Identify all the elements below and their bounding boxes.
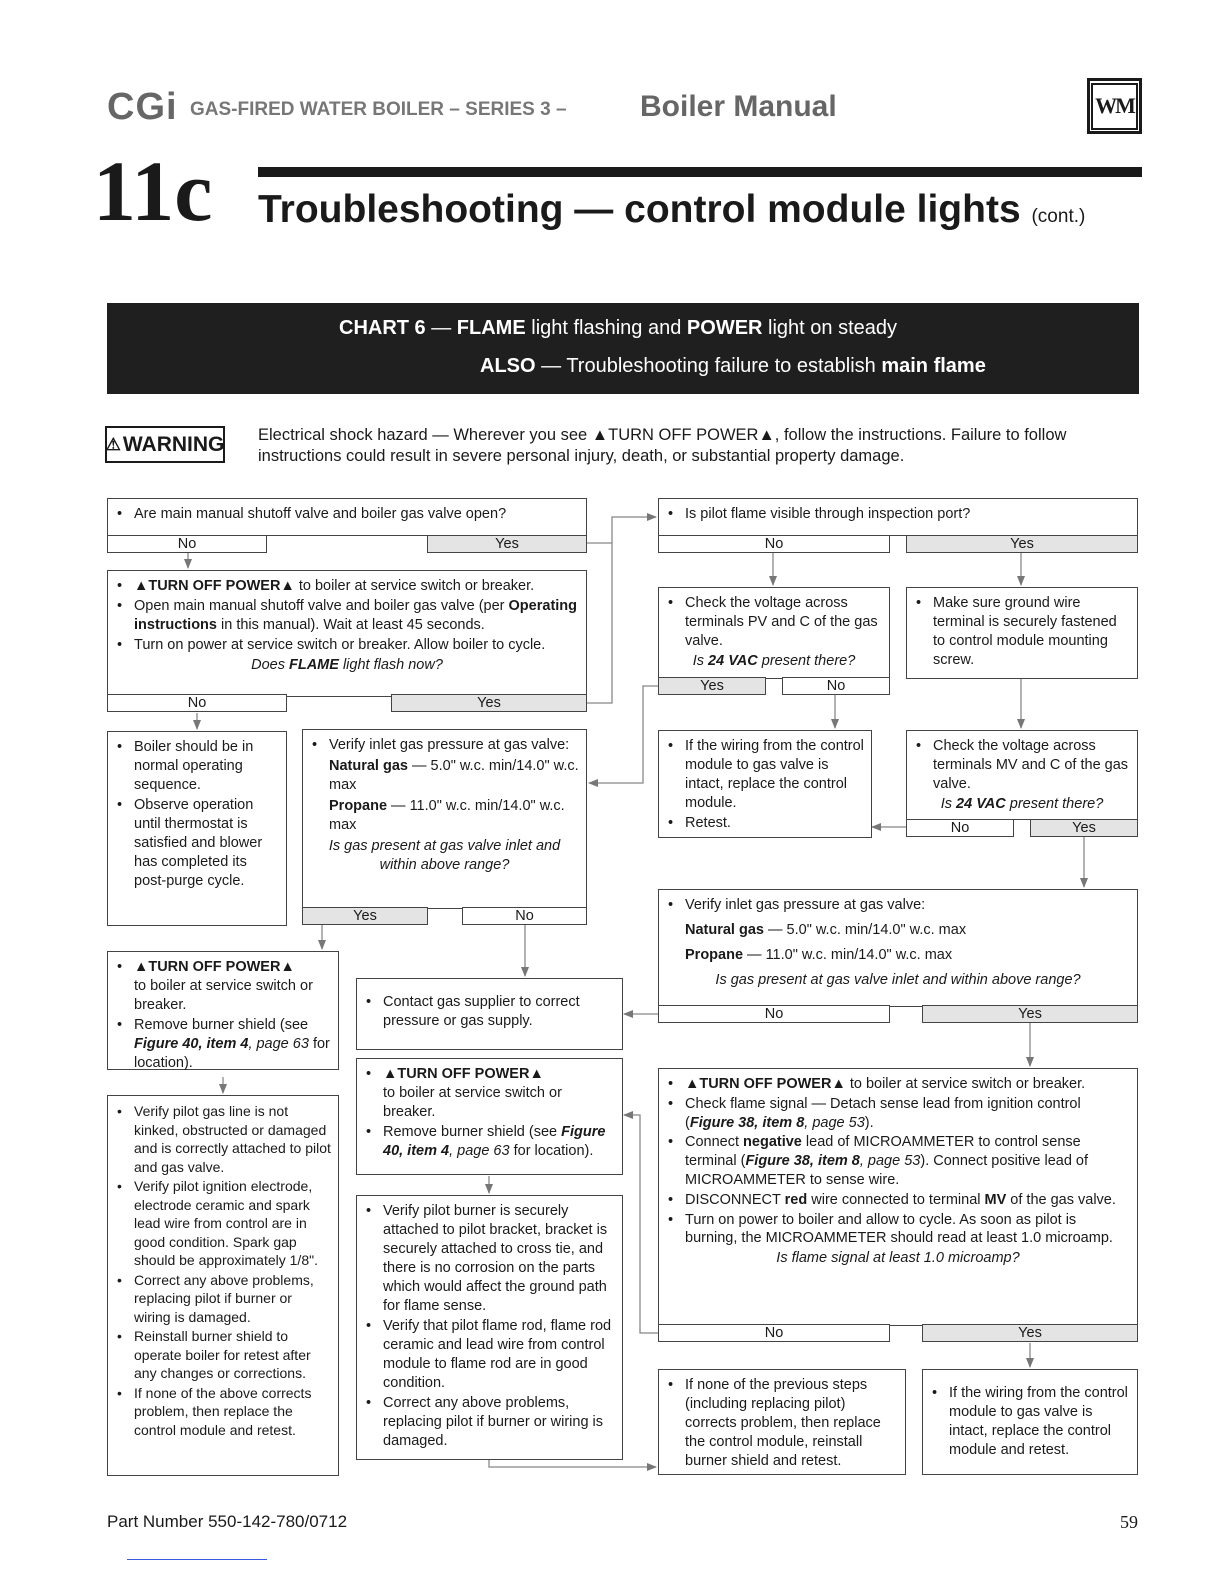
box-verify-inlet-pressure-2: [658, 889, 1138, 1007]
header-subtitle: GAS-FIRED WATER BOILER – SERIES 3 –: [190, 99, 567, 120]
step-none-previous: • If none of the previous steps (including replacing pilot) corrects problem, then replace the control module, reinstall burner shield and retest.: [685, 1376, 899, 1471]
box-verify-pilot-burner: [356, 1195, 623, 1460]
box-replace-module-1: [658, 730, 872, 838]
answer-no: No: [658, 535, 890, 553]
box-turn-off-remove-shield-1: [107, 951, 339, 1070]
box-check-mv-voltage: [906, 730, 1138, 820]
box-turn-off-power-open-valve: [107, 570, 587, 697]
warning-triangle-icon: ⚠: [105, 434, 121, 454]
step-remove-shield: • Remove burner shield (see Figure 40, item 4, page 63 for location).: [134, 1016, 332, 1073]
question-gas-present: Is gas present at gas valve inlet and within above range?: [715, 972, 1081, 988]
answer-yes: Yes: [1030, 819, 1138, 837]
box-pilot-flame-question: [658, 498, 1138, 536]
step-ground-wire: • Make sure ground wire terminal is securely fastened to control module mounting screw.: [933, 594, 1131, 670]
answer-yes: Yes: [427, 535, 587, 553]
part-number: Part Number 550-142-780/0712: [107, 1512, 348, 1531]
step-replace-module: • If the wiring from the control module to gas valve is intact, replace the control module.: [685, 737, 865, 813]
step-check-mv: • Check the voltage across terminals MV and C of the gas valve.: [933, 737, 1131, 794]
step-remove-shield: • Remove burner shield (see Figure 40, item 4, page 63 for location).: [383, 1123, 616, 1161]
header-manual: Boiler Manual: [640, 90, 837, 123]
question-main-valve: • Are main manual shutoff valve and boiler gas valve open?: [134, 505, 580, 524]
question-flame-signal: Is flame signal at least 1.0 microamp?: [776, 1250, 1020, 1267]
section-title-text: Troubleshooting — control module lights: [258, 188, 1021, 231]
answer-yes: Yes: [302, 907, 428, 925]
box-verify-pilot-gas-line: [107, 1095, 339, 1476]
page-number: 59: [1120, 1512, 1138, 1532]
step-correct-problems: • Correct any above problems, replacing pilot if burner or wiring is damaged.: [383, 1394, 616, 1451]
step-replace-module: • If none of the above corrects problem, then replace the control module and retest.: [134, 1384, 332, 1440]
answer-yes: Yes: [906, 535, 1138, 553]
natural-gas-range: Natural gas — 5.0" w.c. min/14.0" w.c. max: [329, 758, 579, 793]
step-verify-inlet: • Verify inlet gas pressure at gas valve:: [685, 896, 1131, 915]
box-ground-wire: [906, 587, 1138, 679]
step-verify-flame-rod: • Verify that pilot flame rod, flame rod ceramic and lead wire from control module to flame rod are in good condition.: [383, 1317, 616, 1393]
section-cont: (cont.): [1031, 206, 1086, 227]
step-check-pv: • Check the voltage across terminals PV and C of the gas valve.: [685, 594, 883, 651]
step-disconnect-red-wire: • DISCONNECT red wire connected to terminal MV of the gas valve.: [685, 1191, 1131, 1210]
answer-no: No: [906, 819, 1014, 837]
step-open-valve: • Open main manual shutoff valve and boiler gas valve (per Operating instructions in this manual). Wait at least 45 seconds.: [134, 597, 580, 635]
answer-no: No: [107, 535, 267, 553]
box-normal-sequence: [107, 731, 287, 926]
step-turn-on-cycle: • Turn on power to boiler and allow to cycle. As soon as pilot is burning, the MICROAMMETER should read at least 1.0 microamp.: [685, 1211, 1131, 1249]
answer-no: No: [782, 677, 890, 695]
step-check-flame-signal: • Check flame signal — Detach sense lead from ignition control (Figure 38, item 8, page 53).: [685, 1095, 1131, 1133]
section-number: 11c: [93, 143, 213, 239]
propane-range: Propane — 11.0" w.c. min/14.0" w.c. max: [685, 947, 953, 963]
step-turn-off-power: • ▲TURN OFF POWER▲ to boiler at service switch or breaker.: [134, 958, 332, 1015]
step-turn-off-power: • ▲TURN OFF POWER▲ to boiler at service switch or breaker.: [685, 1075, 1131, 1094]
box-turn-off-remove-shield-2: [356, 1058, 623, 1175]
box-verify-inlet-pressure-1: [302, 729, 587, 909]
question-gas-present: Is gas present at gas valve inlet and within above range?: [328, 838, 561, 873]
answer-yes: Yes: [922, 1324, 1138, 1342]
box-replace-module-2: [922, 1369, 1138, 1475]
step-turn-on-power: • Turn on power at service switch or breaker. Allow boiler to cycle.: [134, 636, 580, 655]
box-check-pv-voltage: [658, 587, 890, 679]
question-24vac-pv: Is 24 VAC present there?: [692, 653, 856, 669]
box-none-previous: [658, 1369, 906, 1475]
question-24vac-mv: Is 24 VAC present there?: [940, 796, 1104, 812]
question-pilot-flame: • Is pilot flame visible through inspection port?: [685, 505, 1131, 524]
brand-name: CGi: [107, 86, 178, 128]
answer-no: No: [658, 1324, 890, 1342]
step-verify-ignition-electrode: • Verify pilot ignition electrode, electrode ceramic and spark lead wire from control are in good condition. Spark gap should be approximately 1/8".: [134, 1177, 332, 1270]
answer-yes: Yes: [922, 1005, 1138, 1023]
answer-yes: Yes: [391, 694, 587, 712]
step-verify-pilot-burner: • Verify pilot burner is securely attached to pilot bracket, bracket is securely attached to cross tie, and there is no corrosion on the parts which would affect the ground path for flame sense.: [383, 1202, 616, 1316]
chart-banner-line2: ALSO — Troubleshooting failure to establish main flame: [480, 355, 986, 377]
step-retest: • Retest.: [685, 814, 865, 833]
warning-badge-label: WARNING: [122, 432, 225, 456]
warning-text: Electrical shock hazard — Wherever you see ▲TURN OFF POWER▲, follow the instructions. Failure to follow instructions could result in severe personal injury, death, or substantial property damage.: [258, 426, 1067, 465]
propane-range: Propane — 11.0" w.c. min/14.0" w.c. max: [329, 798, 565, 833]
chart-banner-line1: CHART 6 — FLAME light flashing and POWER light on steady: [339, 317, 898, 339]
step-verify-pilot-line: • Verify pilot gas line is not kinked, obstructed or damaged and is correctly attached to pilot and gas valve.: [134, 1102, 332, 1176]
step-contact-supplier: • Contact gas supplier to correct pressure or gas supply.: [383, 993, 616, 1031]
step-turn-off-power: • ▲TURN OFF POWER▲ to boiler at service switch or breaker.: [383, 1065, 616, 1122]
box-contact-supplier: [356, 978, 623, 1050]
question-flame-flash: Does FLAME light flash now?: [251, 657, 443, 673]
natural-gas-range: Natural gas — 5.0" w.c. min/14.0" w.c. max: [685, 922, 967, 938]
footer-link-underline: [127, 1559, 267, 1560]
step-correct-problems: • Correct any above problems, replacing pilot if burner or wiring is damaged.: [134, 1271, 332, 1327]
step-verify-inlet: • Verify inlet gas pressure at gas valve:: [329, 736, 580, 755]
box-check-flame-signal: [658, 1068, 1138, 1326]
step-turn-off-power: • ▲TURN OFF POWER▲ to boiler at service switch or breaker.: [134, 577, 580, 596]
step-connect-microammeter: • Connect negative lead of MICROAMMETER to control sense terminal (Figure 38, item 8, page 53). Connect positive lead of MICROAMMETER to sense wire.: [685, 1133, 1131, 1189]
answer-no: No: [462, 907, 587, 925]
answer-no: No: [658, 1005, 890, 1023]
step-replace-module: • If the wiring from the control module to gas valve is intact, replace the control module and retest.: [949, 1384, 1131, 1460]
box-main-valve-question: [107, 498, 587, 536]
step-reinstall-shield: • Reinstall burner shield to operate boiler for retest after any changes or corrections.: [134, 1327, 332, 1383]
logo-mark: WM: [1091, 83, 1138, 130]
answer-yes: Yes: [658, 677, 766, 695]
step-observe-operation: • Observe operation until thermostat is satisfied and blower has completed its post-purge cycle.: [134, 796, 280, 891]
answer-no: No: [107, 694, 287, 712]
step-normal-sequence: • Boiler should be in normal operating sequence.: [134, 738, 280, 795]
